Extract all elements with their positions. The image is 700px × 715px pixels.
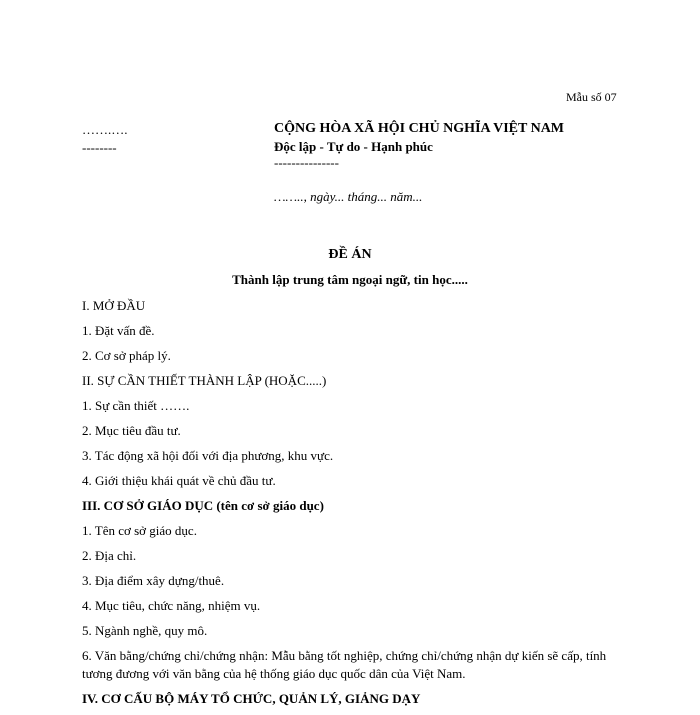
agency-name-placeholder: …….…. <box>82 122 128 137</box>
document-title: ĐỀ ÁN <box>328 247 372 262</box>
section-line: I. MỞ ĐẦU <box>82 298 146 313</box>
section-line: 1. Sự cần thiết ……. <box>82 398 190 413</box>
section-line: II. SỰ CẦN THIẾT THÀNH LẬP (HOẶC.....) <box>82 373 327 388</box>
section-line: 3. Địa điểm xây dựng/thuê. <box>82 573 225 588</box>
section-heading: III. CƠ SỞ GIÁO DỤC (tên cơ sở giáo dục) <box>82 498 324 513</box>
section-line: 6. Văn bằng/chứng chỉ/chứng nhận: Mẫu bằng tốt nghiệp, chứng chỉ/chứng nhận dự kiến sẽ cấp, tính tương đương với văn bằng của hệ thống giáo dục quốc dân của Việt Nam. <box>82 648 607 681</box>
section-heading: IV. CƠ CẤU BỘ MÁY TỔ CHỨC, QUẢN LÝ, GIẢNG DẠY <box>82 691 421 706</box>
agency-underline: -------- <box>82 140 117 155</box>
document-body <box>82 297 622 715</box>
document-subtitle: Thành lập trung tâm ngoại ngữ, tin học..... <box>232 272 468 287</box>
section-line: 2. Địa chỉ. <box>82 548 137 563</box>
section-line: 5. Ngành nghề, quy mô. <box>82 623 208 638</box>
section-line: 2. Cơ sở pháp lý. <box>82 348 171 363</box>
section-line: 2. Mục tiêu đầu tư. <box>82 423 181 438</box>
form-number: Mẫu số 07 <box>566 90 617 104</box>
national-title: CỘNG HÒA XÃ HỘI CHỦ NGHĨA VIỆT NAM <box>274 121 565 136</box>
section-line: 3. Tác động xã hội đối với địa phương, khu vực. <box>82 448 334 463</box>
date-line: …….., ngày... tháng... năm... <box>274 189 423 204</box>
section-line: 4. Giới thiệu khái quát về chủ đầu tư. <box>82 473 276 488</box>
section-line: 1. Đặt vấn đề. <box>82 323 155 338</box>
section-line: 1. Tên cơ sở giáo dục. <box>82 523 197 538</box>
motto-underline: --------------- <box>274 155 339 170</box>
national-motto: Độc lập - Tự do - Hạnh phúc <box>274 139 433 154</box>
section-line: 4. Mục tiêu, chức năng, nhiệm vụ. <box>82 598 261 613</box>
